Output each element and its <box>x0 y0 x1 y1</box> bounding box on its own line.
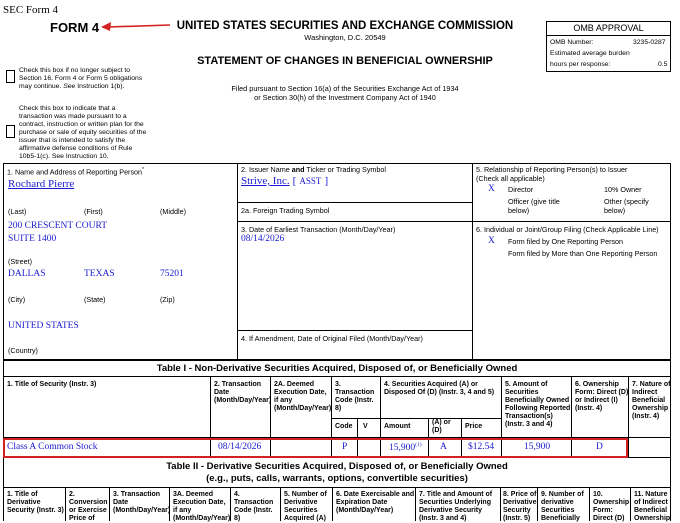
t2-col-owned: 9. Number of derivative Securities Beneficially <box>541 491 584 522</box>
form-title: FORM 4 <box>50 20 100 35</box>
t2-col-price: 8. Price of Derivative Security (Instr. 5) <box>503 491 537 522</box>
middle-label: (Middle) <box>160 207 186 216</box>
t1-col-code: 3. Transaction Code (Instr. 8) <box>335 381 375 412</box>
t2-col-code: 4. Transaction Code (Instr. 8) <box>234 491 274 522</box>
reporting-person-label: 1. Name and Address of Reporting Person* <box>7 167 144 177</box>
officer-label: Officer (give title below) <box>508 197 560 215</box>
sec-form-label: SEC Form 4 <box>3 4 59 16</box>
t2-col-number: 5. Number of Derivative Securities Acquired (A) <box>284 491 327 522</box>
section16-text: Check this box if no longer subject to Section 16. Form 4 or Form 5 obligations may continue. See Instruction 1(b). <box>19 67 143 90</box>
omb-hours-value: 0.5 <box>658 61 668 68</box>
earliest-transaction-label: 3. Date of Earliest Transaction (Month/Day/Year) <box>241 225 396 234</box>
director-mark: X <box>488 184 495 194</box>
street-line-2: SUITE 1400 <box>8 234 57 244</box>
commission-location: Washington, D.C. 20549 <box>304 33 386 42</box>
ten-percent-owner-label: 10% Owner <box>604 185 642 194</box>
t1-col-amount-owned: 5. Amount of Securities Beneficially Owned Following Reported Transaction(s) (Instr. 3 and 4) <box>505 381 571 428</box>
t1-sub-aord: (A) or (D) <box>432 419 451 434</box>
street-line-1: 200 CRESCENT COURT <box>8 221 108 231</box>
t1-col-deemed: 2A. Deemed Execution Date, if any (Month/Day/Year) <box>274 381 332 412</box>
issuer-name-link[interactable]: Strive, Inc. <box>241 175 290 187</box>
city-label: (City) <box>8 295 26 304</box>
t2-col-exercisable: 6. Date Exercisable and Expiration Date (Month/Day/Year) <box>336 491 415 514</box>
filing-type-label: 6. Individual or Joint/Group Filing (Check Applicable Line) <box>476 225 659 234</box>
state-value: TEXAS <box>84 269 115 279</box>
table-2-subtitle: (e.g., puts, calls, warrants, options, convertible securities) <box>206 473 468 484</box>
t1-col-date: 2. Transaction Date (Month/Day/Year) <box>214 381 272 404</box>
t1-col-nature: 7. Nature of Indirect Beneficial Ownership (Instr. 4) <box>632 381 671 420</box>
table-1-title: Table I - Non-Derivative Securities Acquired, Disposed of, or Beneficially Owned <box>156 363 518 374</box>
filed-pursuant-line-2: or Section 30(h) of the Investment Company Act of 1940 <box>254 93 436 102</box>
omb-title: OMB APPROVAL <box>573 23 644 33</box>
omb-hours-label: hours per response: <box>550 61 611 68</box>
statement-title: STATEMENT OF CHANGES IN BENEFICIAL OWNERSHIP <box>197 55 493 67</box>
omb-number-value: 3235-0287 <box>633 39 666 46</box>
t1-sub-amount: Amount <box>384 423 411 430</box>
last-label: (Last) <box>8 207 27 216</box>
city-value: DALLAS <box>8 269 46 279</box>
director-label: Director <box>508 185 534 194</box>
earliest-transaction-date: 08/14/2026 <box>241 234 285 244</box>
ownership-form: D <box>596 442 603 452</box>
foreign-trading-label: 2a. Foreign Trading Symbol <box>241 206 330 215</box>
t1-col-ownership-form: 6. Ownership Form: Direct (D) or Indirect (I) (Instr. 4) <box>575 381 629 412</box>
t2-col-ownership-form: 10. Ownership Form: Direct (D) <box>593 491 630 522</box>
one-person-mark: X <box>488 236 495 246</box>
transaction-date: 08/14/2026 <box>218 442 262 452</box>
transaction-code: P <box>342 442 348 452</box>
rule-10b5-text: Check this box to indicate that a transaction was made pursuant to a contract, instruction or written plan for the purchase or sale of equity securities of the issuer that is intended to satisfy the affirmative defense conditions of Rule 10b5-1(c). See Instruction 10. <box>19 105 147 160</box>
t1-col-title: 1. Title of Security (Instr. 3) <box>7 381 97 388</box>
ticker-symbol: ASST <box>299 176 322 186</box>
state-label: (State) <box>84 295 106 304</box>
filed-pursuant-line-1: Filed pursuant to Section 16(a) of the Securities Exchange Act of 1934 <box>231 84 459 93</box>
reporting-person-name-link[interactable]: Rochard Pierre <box>8 178 75 190</box>
street-label: (Street) <box>8 257 32 266</box>
first-label: (First) <box>84 207 103 216</box>
other-label: Other (specify below) <box>604 197 649 215</box>
t2-col-underlying: 7. Title and Amount of Securities Underlying Derivative Security (Instr. 3 and 4) <box>419 491 493 522</box>
annotation-arrow-icon <box>100 18 172 32</box>
t2-col-deemed: 3A. Deemed Execution Date, if any (Month/Day/Year) <box>173 491 231 522</box>
t1-col-acquired: 4. Securities Acquired (A) or Disposed Of (D) (Instr. 3, 4 and 5) <box>384 381 495 396</box>
country-value: UNITED STATES <box>8 321 79 331</box>
omb-burden-label: Estimated average burden <box>550 50 630 57</box>
table-2-title: Table II - Derivative Securities Acquired, Disposed of, or Beneficially Owned <box>166 461 508 472</box>
transaction-amount: 15,900$^{(1)}$ <box>389 442 422 454</box>
transaction-price: $12.54 <box>468 442 495 452</box>
zip-label: (Zip) <box>160 295 175 304</box>
more-persons-label: Form filed by More than One Reporting Person <box>508 249 658 258</box>
t2-col-nature: 11. Nature of Indirect Beneficial Ownership <box>634 491 671 522</box>
rule-10b5-checkbox[interactable] <box>6 125 15 138</box>
zip-value: 75201 <box>160 269 184 279</box>
security-title: Class A Common Stock <box>7 442 98 452</box>
t2-col-title: 1. Title of Derivative Security (Instr. 3) <box>7 491 64 514</box>
t2-col-date: 3. Transaction Date (Month/Day/Year) <box>113 491 171 514</box>
one-person-label: Form filed by One Reporting Person <box>508 237 624 246</box>
t1-sub-code: Code <box>335 423 353 430</box>
issuer-row: Strive, Inc. [ ASST ] <box>241 175 329 187</box>
section16-checkbox[interactable] <box>6 70 15 83</box>
relationship-label: 5. Relationship of Reporting Person(s) to Issuer (Check all applicable) <box>476 165 628 183</box>
t2-col-conversion: 2. Conversion or Exercise Price of <box>69 491 108 522</box>
amendment-label: 4. If Amendment, Date of Original Filed (Month/Day/Year) <box>241 334 423 343</box>
t1-sub-v: V <box>363 423 368 430</box>
omb-number-label: OMB Number: <box>550 39 594 46</box>
commission-name: UNITED STATES SECURITIES AND EXCHANGE COMMISSION <box>176 20 514 32</box>
issuer-label: 2. Issuer Name and Ticker or Trading Symbol <box>241 165 387 174</box>
t1-sub-price: Price <box>465 423 483 430</box>
country-label: (Country) <box>8 346 38 355</box>
amount-owned: 15,900 <box>524 442 551 452</box>
acquired-or-disposed: A <box>440 442 447 452</box>
